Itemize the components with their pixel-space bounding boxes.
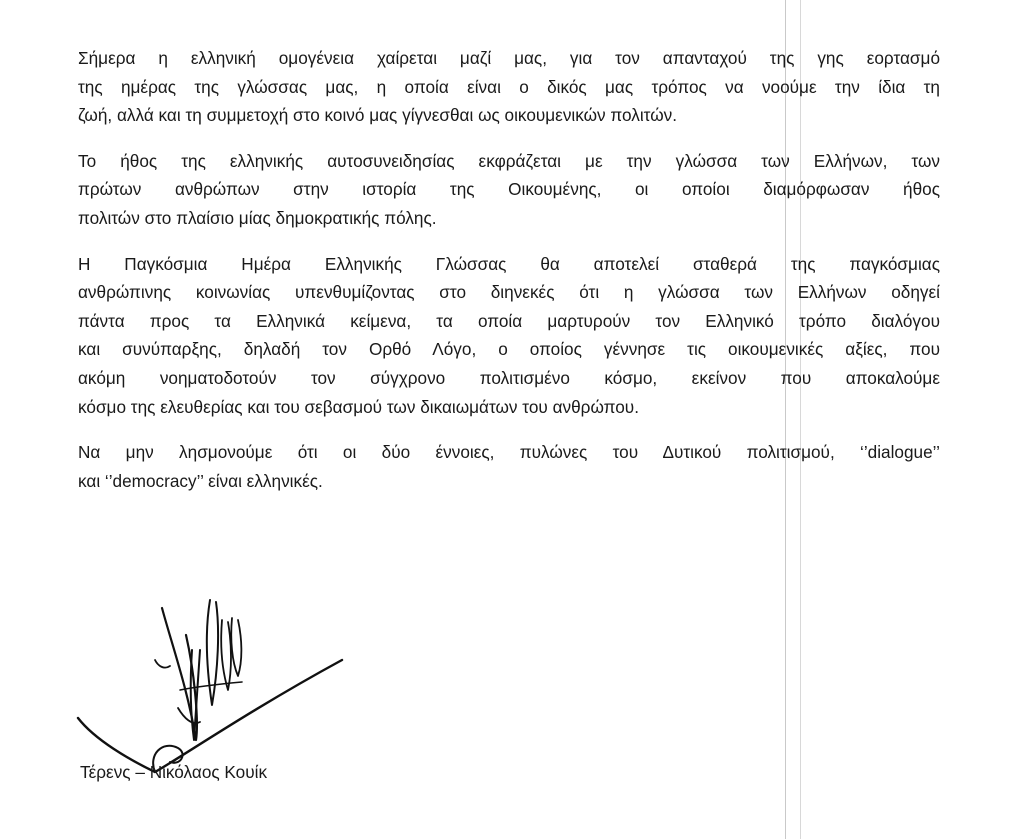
paragraph-2 [78,147,940,233]
paragraph-4 [78,438,940,495]
text-line: Η Παγκόσμια Ημέρα Ελληνικής Γλώσσας θα αποτελεί σταθερά της παγκόσμιας [78,253,940,274]
letter-body [78,44,940,512]
handwritten-signature [60,590,360,790]
text-line: κόσμο της ελευθερίας και του σεβασμού των δικαιωμάτων του ανθρώπου. [78,396,639,417]
text-line: της ημέρας της γλώσσας μας, η οποία είναι ο δικός μας τρόπος να νοούμε την ίδια τη [78,76,940,97]
text-line: Να μην λησμονούμε ότι οι δύο έννοιες, πυλώνες του Δυτικού πολιτισμού, ‘’dialogue’’ [78,442,940,463]
text-line: Σήμερα η ελληνική ομογένεια χαίρεται μαζί μας, για τον απανταχού της γης εορτασμό [78,48,940,68]
text-line: και συνύπαρξης, δηλαδή τον Ορθό Λόγο, ο οποίος γέννησε τις οικουμενικές αξίες, που [78,339,940,360]
text-line: ζωή, αλλά και τη συμμετοχή στο κοινό μας γίγνεσθαι ως οικουμενικών πολιτών. [78,105,678,126]
signature-sweep-stroke [78,660,342,772]
text-line: πρώτων ανθρώπων στην ιστορία της Οικουμένης, οι οποίοι διαμόρφωσαν ήθος [78,179,940,200]
signature-hook-stroke [155,660,170,668]
signer-name: Τέρενς – Νικόλαος Κουίκ [80,762,268,782]
text-line: Το ήθος της ελληνικής αυτοσυνειδησίας εκφράζεται με την γλώσσα των Ελλήνων, των [78,150,940,171]
signature-vertical-stroke [221,620,231,690]
text-line: πάντα προς τα Ελληνικά κείμενα, τα οποία μαρτυρούν τον Ελληνικό τρόπο διαλόγου [78,310,940,331]
signature-cross-stroke [180,682,242,690]
paragraph-3 [78,250,940,422]
text-line: ακόμη νοηματοδοτούν τον σύγχρονο πολιτισμένο κόσμο, εκείνον που αποκαλούμε [78,367,940,388]
signature-vertical-stroke [207,600,218,705]
text-line: και ‘’democracy’’ είναι ελληνικές. [78,470,323,491]
text-line: πολιτών στο πλαίσιο μίας δημοκρατικής πόλης. [78,207,437,228]
text-line: ανθρώπινης κοινωνίας υπενθυμίζοντας στο διηνεκές ότι η γλώσσα των Ελλήνων οδηγεί [78,282,940,303]
paragraph-1 [78,44,940,130]
signature-vertical-stroke [231,618,241,676]
